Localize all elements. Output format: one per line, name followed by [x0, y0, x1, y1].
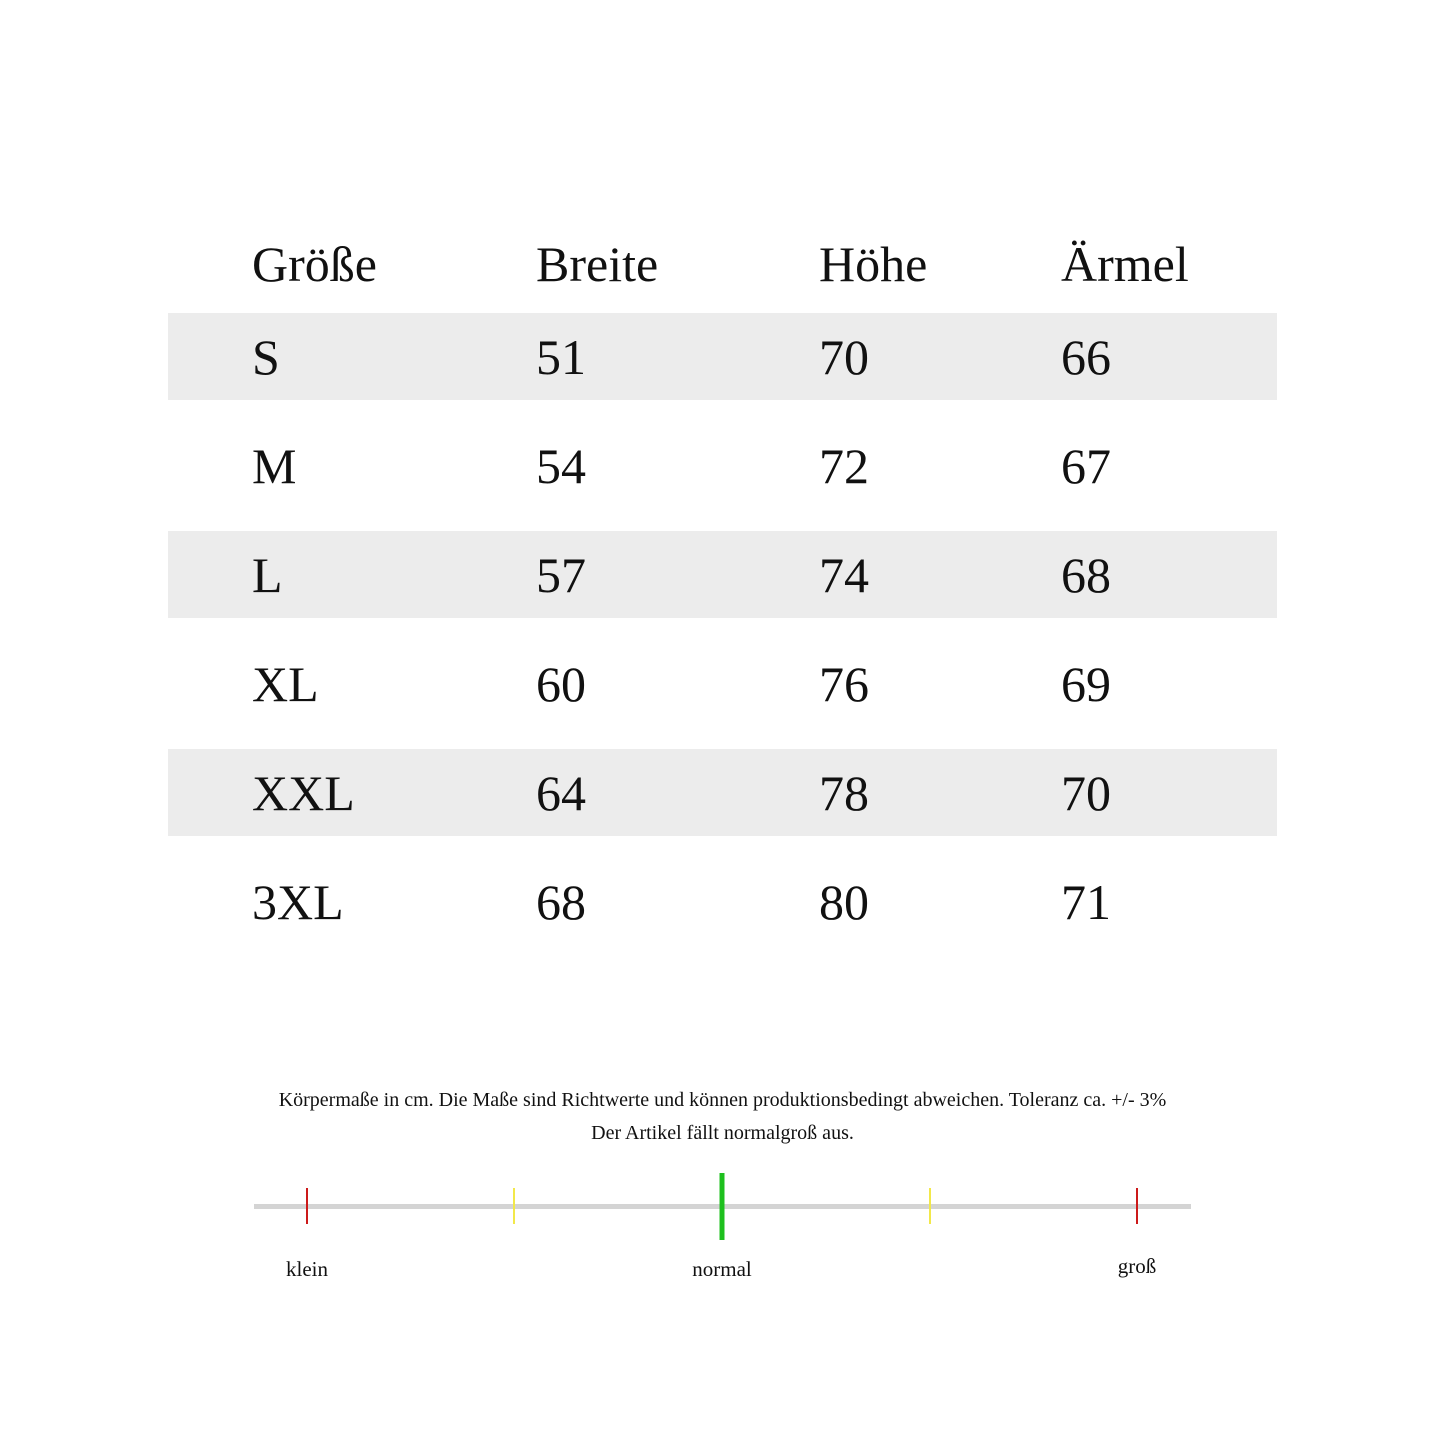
size-cell: 3XL — [252, 873, 344, 930]
sleeve-cell: 66 — [1061, 328, 1111, 385]
size-table — [168, 215, 1277, 945]
size-cell: XXL — [252, 764, 355, 821]
size-cell: M — [252, 437, 297, 494]
height-cell: 76 — [819, 655, 869, 712]
table-row — [168, 531, 1277, 618]
row-gap — [168, 400, 1277, 422]
width-cell: 60 — [536, 655, 586, 712]
height-cell: 80 — [819, 873, 869, 930]
sleeve-cell: 70 — [1061, 764, 1111, 821]
fit-label-small: klein — [286, 1257, 328, 1281]
table-row — [168, 422, 1277, 509]
sleeve-cell: 69 — [1061, 655, 1111, 712]
header-size: Größe — [252, 236, 377, 292]
width-cell: 64 — [536, 764, 586, 821]
sleeve-cell: 71 — [1061, 873, 1111, 930]
fit-tick-slightly-large — [929, 1188, 931, 1224]
header-width: Breite — [536, 236, 659, 292]
width-cell: 68 — [536, 873, 586, 930]
table-header-row — [168, 215, 1277, 313]
row-gap — [168, 618, 1277, 640]
height-cell: 72 — [819, 437, 869, 494]
height-cell: 70 — [819, 328, 869, 385]
size-cell: XL — [252, 655, 319, 712]
size-cell: S — [252, 328, 280, 385]
fit-tick-small — [306, 1188, 308, 1224]
width-cell: 57 — [536, 546, 586, 603]
measurement-note: Körpermaße in cm. Die Maße sind Richtwerte und können produktionsbedingt abweichen. Toleranz ca. +/- 3% — [278, 1089, 1167, 1111]
row-gap — [168, 727, 1277, 749]
height-cell: 78 — [819, 764, 869, 821]
height-cell: 74 — [819, 546, 869, 603]
sleeve-cell: 68 — [1061, 546, 1111, 603]
fit-tick-normal — [720, 1173, 725, 1240]
fit-label-large: groß — [1117, 1254, 1157, 1278]
size-cell: L — [252, 546, 283, 603]
table-row — [168, 749, 1277, 836]
fit-label-normal: normal — [692, 1257, 752, 1281]
fit-tick-large — [1136, 1188, 1138, 1224]
table-row — [168, 313, 1277, 400]
fit-note: Der Artikel fällt normalgroß aus. — [591, 1122, 854, 1144]
row-gap — [168, 509, 1277, 531]
fit-tick-slightly-small — [513, 1188, 515, 1224]
table-row — [168, 640, 1277, 727]
width-cell: 51 — [536, 328, 586, 385]
fit-scale — [254, 1165, 1191, 1295]
table-row — [168, 858, 1277, 945]
width-cell: 54 — [536, 437, 586, 494]
sleeve-cell: 67 — [1061, 437, 1111, 494]
header-height: Höhe — [819, 236, 928, 292]
row-gap — [168, 836, 1277, 858]
header-sleeve: Ärmel — [1061, 236, 1189, 292]
